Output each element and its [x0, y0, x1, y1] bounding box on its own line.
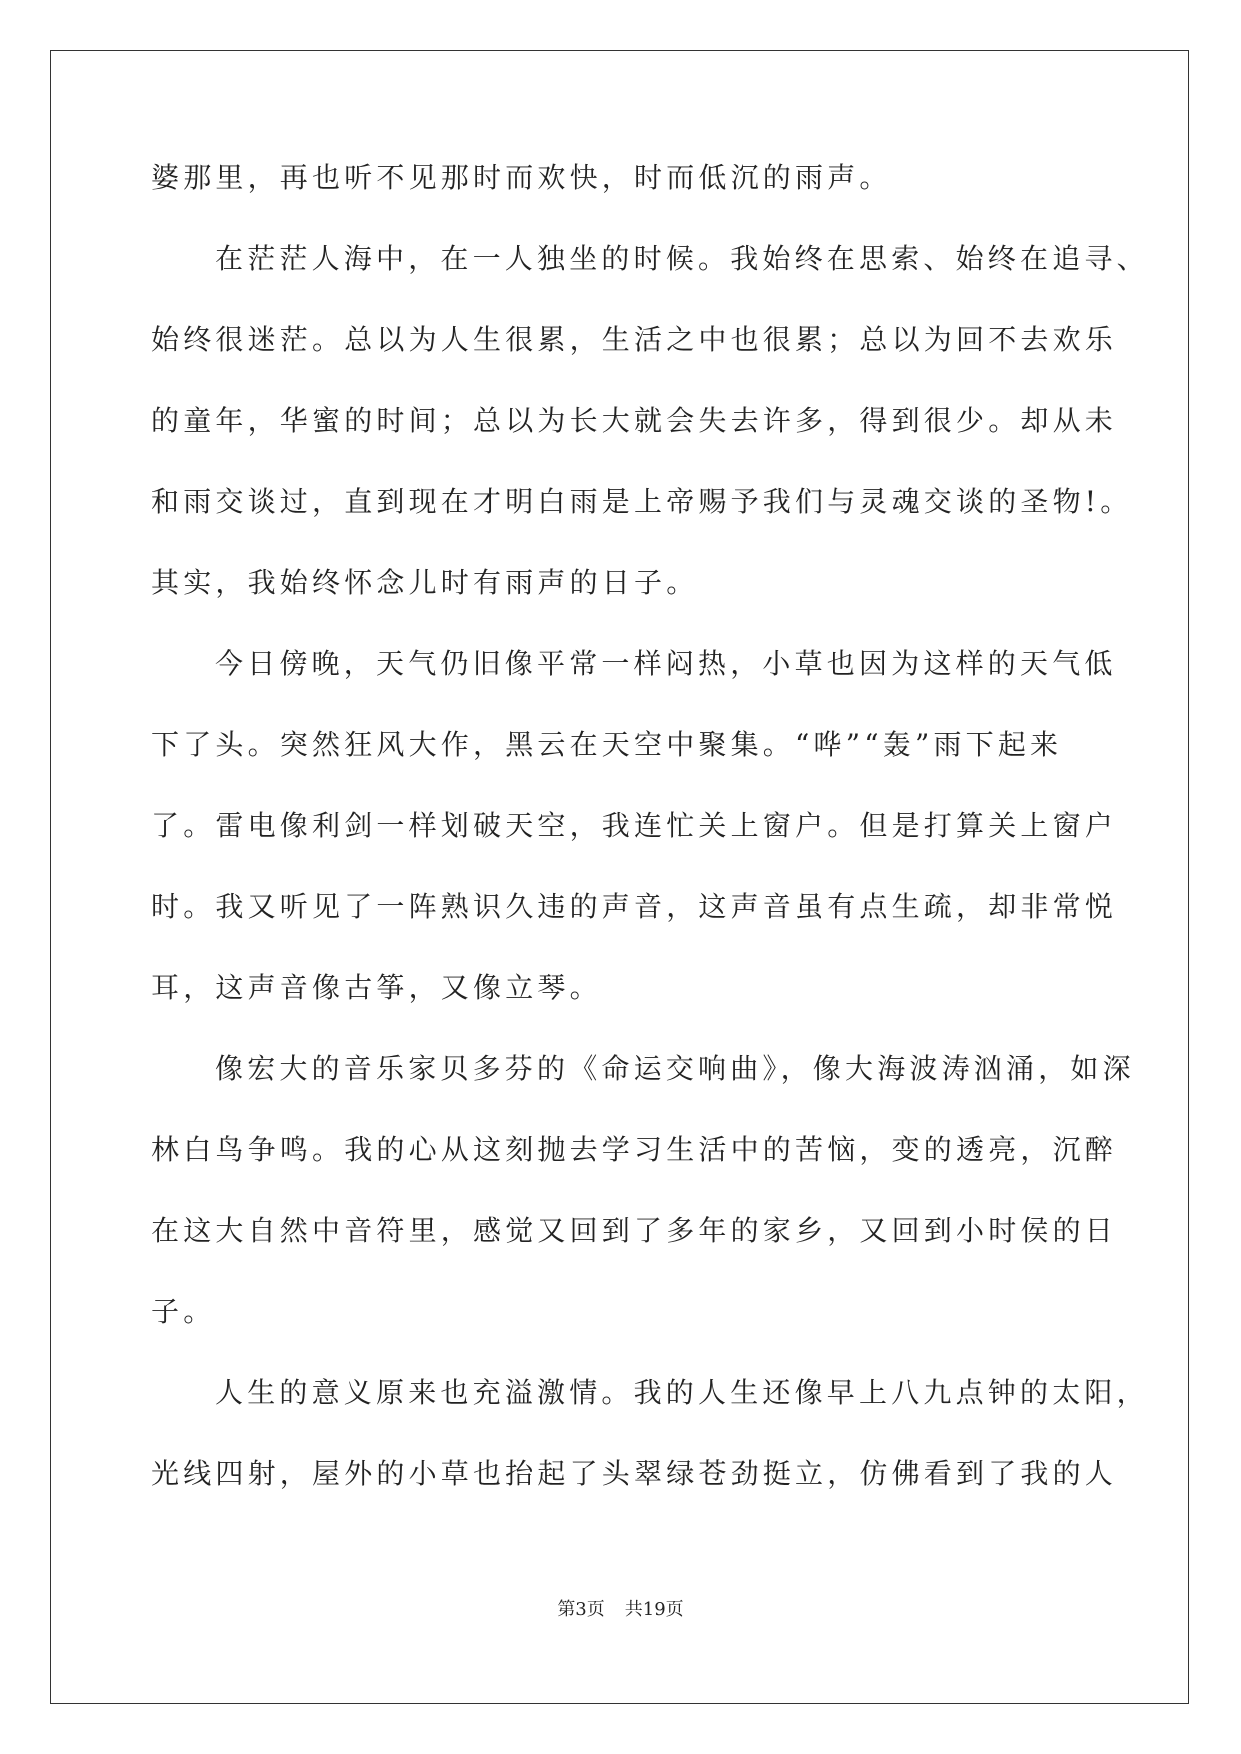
text-line: 始终很迷茫。总以为人生很累，生活之中也很累；总以为回不去欢乐 — [151, 323, 1118, 356]
text-line: 林白鸟争鸣。我的心从这刻抛去学习生活中的苦恼，变的透亮，沉醉 — [151, 1133, 1118, 1166]
text-line: 在这大自然中音符里，感觉又回到了多年的家乡，又回到小时侯的日 — [151, 1214, 1118, 1247]
page-number: 第3页 — [557, 1599, 605, 1620]
text-line: 像宏大的音乐家贝多芬的《命运交响曲》，像大海波涛汹涌，如深 — [215, 1052, 1135, 1085]
text-line: 下了头。突然狂风大作，黑云在天空中聚集。“哗”“轰”雨下起来 — [151, 728, 1063, 761]
text-line: 子。 — [151, 1295, 216, 1328]
text-line: 和雨交谈过，直到现在才明白雨是上帝赐予我们与灵魂交谈的圣物!。 — [151, 485, 1133, 518]
document-body — [151, 160, 1149, 1537]
page-footer — [0, 1595, 1241, 1621]
text-line: 婆那里，再也听不见那时而欢快，时而低沉的雨声。 — [151, 161, 892, 194]
text-line: 其实，我始终怀念儿时有雨声的日子。 — [151, 566, 699, 599]
text-line: 的童年，华蜜的时间；总以为长大就会失去许多，得到很少。却从未 — [151, 404, 1118, 437]
text-line: 时。我又听见了一阵熟识久违的声音，这声音虽有点生疏，却非常悦 — [151, 890, 1118, 923]
page-total: 共19页 — [624, 1599, 684, 1620]
text-line: 在茫茫人海中，在一人独坐的时候。我始终在思索、始终在追寻、 — [215, 242, 1149, 275]
text-line: 了。雷电像利剑一样划破天空，我连忙关上窗户。但是打算关上窗户 — [151, 809, 1118, 842]
text-line: 今日傍晚，天气仍旧像平常一样闷热，小草也因为这样的天气低 — [215, 647, 1117, 680]
text-line: 耳，这声音像古筝，又像立琴。 — [151, 971, 602, 1004]
text-line: 光线四射，屋外的小草也抬起了头翠绿苍劲挺立，仿佛看到了我的人 — [151, 1457, 1118, 1490]
text-line: 人生的意义原来也充溢激情。我的人生还像早上八九点钟的太阳， — [215, 1376, 1149, 1409]
